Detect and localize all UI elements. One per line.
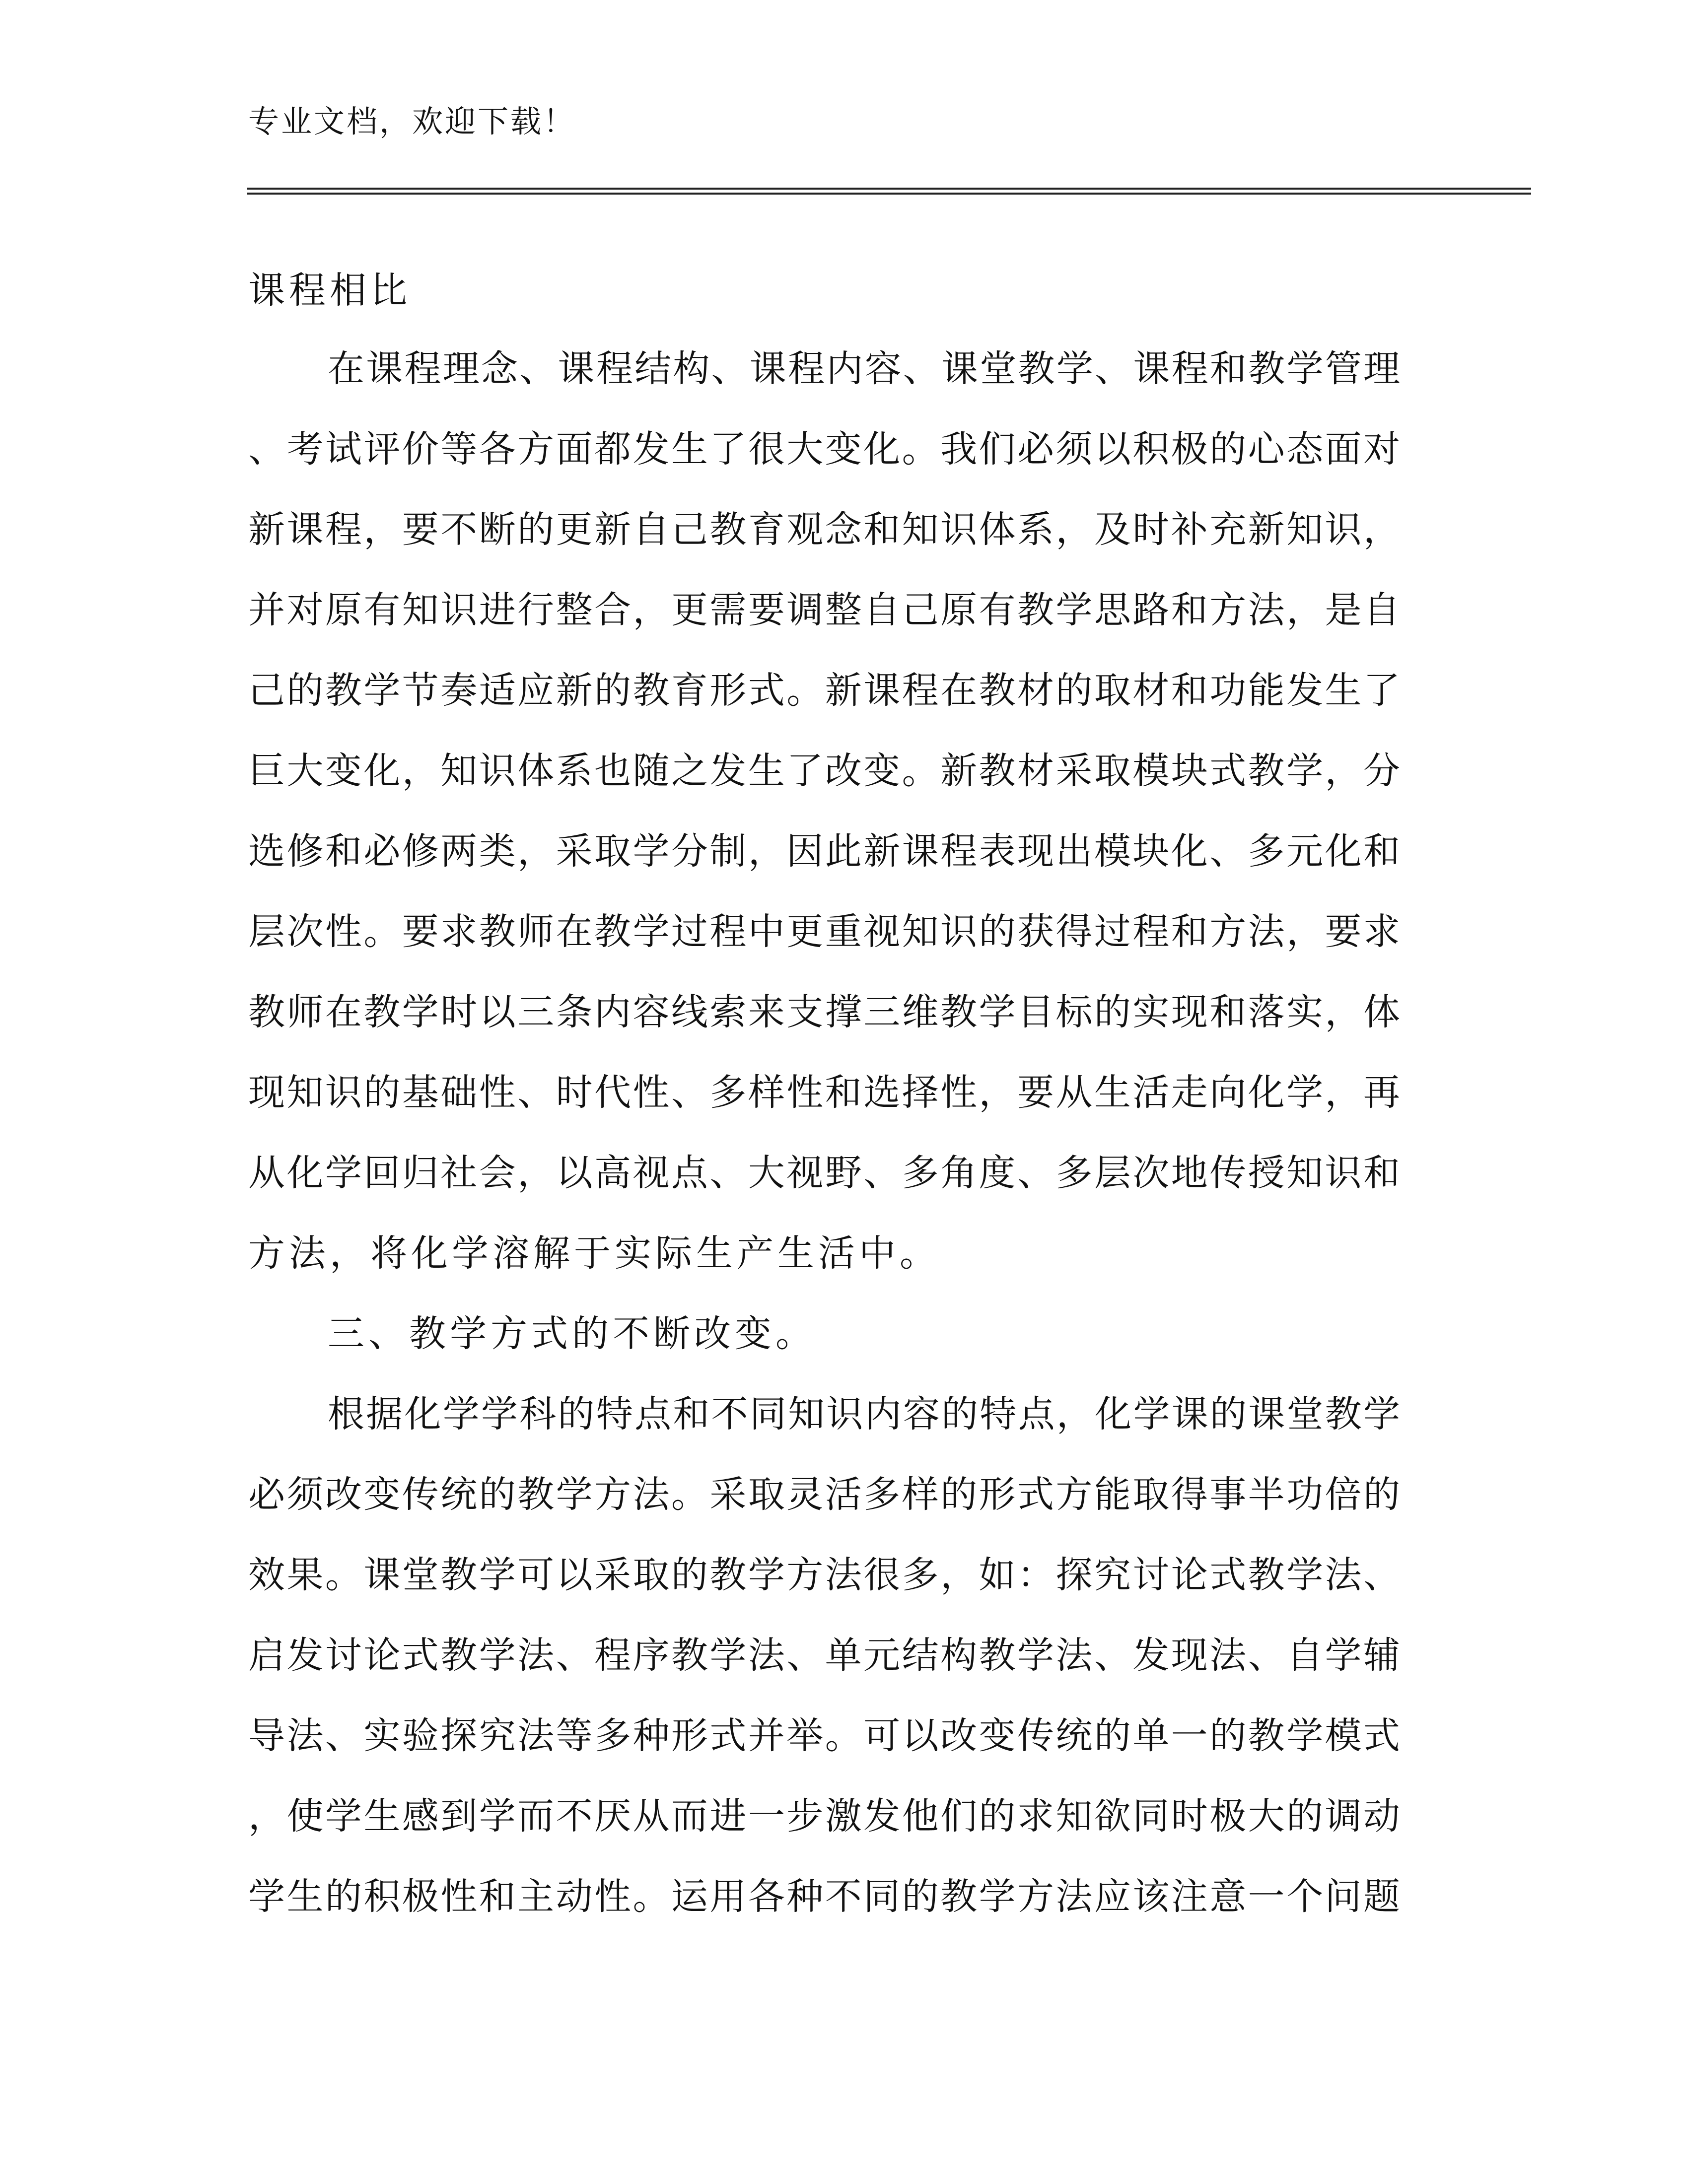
text-line: 在课程理念、课程结构、课程内容、课堂教学、课程和教学管理 [328, 347, 1400, 390]
text-line: 学生的积极性和主动性。运用各种不同的教学方法应该注意一个问题 [248, 1875, 1400, 1918]
text-line: 导法、实验探究法等多种形式并举。可以改变传统的单一的教学模式 [248, 1714, 1400, 1757]
text-line: 启发讨论式教学法、程序教学法、单元结构教学法、发现法、自学辅 [248, 1634, 1400, 1677]
text-line: 并对原有知识进行整合，更需要调整自己原有教学思路和方法，是自 [248, 589, 1400, 631]
text-line: 、考试评价等各方面都发生了很大变化。我们必须以积极的心态面对 [248, 428, 1400, 471]
text-line: ，使学生感到学而不厌从而进一步激发他们的求知欲同时极大的调动 [248, 1795, 1400, 1838]
text-line: 新课程，要不断的更新自己教育观念和知识体系，及时补充新知识， [248, 508, 1400, 551]
text-line: 课程相比 [248, 269, 411, 312]
header-text: 专业文档，欢迎下载！ [248, 103, 576, 139]
text-line: 教师在教学时以三条内容线索来支撑三维教学目标的实现和落实，体 [248, 991, 1400, 1033]
text-line: 选修和必修两类，采取学分制，因此新课程表现出模块化、多元化和 [248, 830, 1400, 873]
header-double-rule [247, 188, 1531, 195]
text-line: 效果。课堂教学可以采取的教学方法很多，如：探究讨论式教学法、 [248, 1554, 1400, 1596]
text-line: 层次性。要求教师在教学过程中更重视知识的获得过程和方法，要求 [248, 910, 1400, 953]
text-line: 巨大变化，知识体系也随之发生了改变。新教材采取模块式教学，分 [248, 750, 1400, 792]
text-line: 根据化学学科的特点和不同知识内容的特点，化学课的课堂教学 [328, 1393, 1400, 1435]
text-line: 现知识的基础性、时代性、多样性和选择性，要从生活走向化学，再 [248, 1071, 1400, 1114]
text-line: 己的教学节奏适应新的教育形式。新课程在教材的取材和功能发生了 [248, 669, 1400, 712]
text-line: 从化学回归社会，以高视点、大视野、多角度、多层次地传授知识和 [248, 1152, 1400, 1194]
text-line: 必须改变传统的教学方法。采取灵活多样的形式方能取得事半功倍的 [248, 1473, 1400, 1516]
section-heading: 三、教学方式的不断改变。 [328, 1312, 816, 1355]
text-line: 方法，将化学溶解于实际生产生活中。 [248, 1232, 940, 1275]
